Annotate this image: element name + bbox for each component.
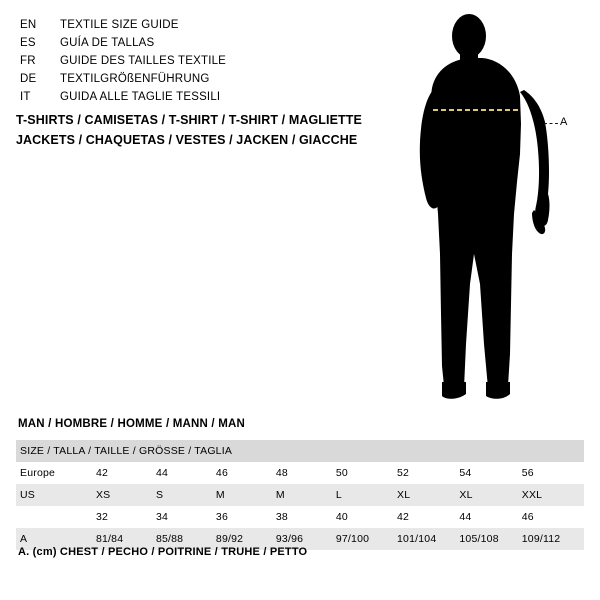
cell: M: [276, 484, 336, 506]
cell: 97/100: [336, 528, 397, 550]
language-title: GUÍA DE TALLAS: [60, 37, 155, 49]
cell: XS: [96, 484, 156, 506]
cell: XXL: [522, 484, 584, 506]
footnote: A. (cm) CHEST / PECHO / POITRINE / TRUHE / PETTO: [18, 546, 308, 558]
cell: 44: [459, 506, 521, 528]
cell: 42: [397, 506, 459, 528]
cell: XL: [459, 484, 521, 506]
language-title: TEXTILGRÖßENFÜHRUNG: [60, 73, 210, 85]
measure-label-a: A: [560, 116, 568, 128]
cell: 48: [276, 462, 336, 484]
table-row: [16, 506, 584, 528]
size-table: [16, 440, 584, 550]
cell: L: [336, 484, 397, 506]
row-label: Europe: [16, 462, 96, 484]
cell: 50: [336, 462, 397, 484]
cell: 93/96: [276, 528, 336, 550]
language-row: [20, 34, 380, 52]
cell: 36: [216, 506, 276, 528]
cell: 105/108: [459, 528, 521, 550]
language-row: [20, 16, 380, 34]
cell: M: [216, 484, 276, 506]
category-tshirts: T-SHIRTS / CAMISETAS / T-SHIRT / T-SHIRT / MAGLIETTE: [16, 113, 362, 127]
category-jackets: JACKETS / CHAQUETAS / VESTES / JACKEN / GIACCHE: [16, 133, 358, 147]
cell: 40: [336, 506, 397, 528]
measure-leader-line: [544, 123, 558, 124]
cell: 109/112: [522, 528, 584, 550]
language-code: DE: [20, 73, 37, 85]
row-label: US: [16, 484, 96, 506]
language-list: [20, 16, 380, 106]
language-code: ES: [20, 37, 36, 49]
table-title: MAN / HOMBRE / HOMME / MANN / MAN: [18, 418, 246, 430]
cell: 89/92: [216, 528, 276, 550]
table-header-row: [16, 440, 584, 462]
cell: 52: [397, 462, 459, 484]
language-row: [20, 88, 380, 106]
cell: 101/104: [397, 528, 459, 550]
cell: XL: [397, 484, 459, 506]
cell: 34: [156, 506, 216, 528]
cell: 44: [156, 462, 216, 484]
language-title: GUIDE DES TAILLES TEXTILE: [60, 55, 227, 67]
male-body-silhouette: [400, 14, 590, 404]
cell: 54: [459, 462, 521, 484]
language-title: TEXTILE SIZE GUIDE: [60, 19, 179, 31]
language-code: FR: [20, 55, 36, 67]
language-code: IT: [20, 91, 31, 103]
language-row: [20, 52, 380, 70]
language-code: EN: [20, 19, 37, 31]
cell: 81/84: [96, 528, 156, 550]
language-title: GUIDA ALLE TAGLIE TESSILI: [60, 91, 221, 103]
cell: 46: [522, 506, 584, 528]
language-row: [20, 70, 380, 88]
cell: 56: [522, 462, 584, 484]
row-label: A: [16, 528, 96, 550]
cell: 42: [96, 462, 156, 484]
cell: 46: [216, 462, 276, 484]
category-headings: [16, 110, 396, 150]
cell: 38: [276, 506, 336, 528]
table-header-label: SIZE / TALLA / TAILLE / GRÖSSE / TAGLIA: [16, 440, 584, 462]
cell: 85/88: [156, 528, 216, 550]
table-row: [16, 484, 584, 506]
cell: 32: [96, 506, 156, 528]
table-row: [16, 462, 584, 484]
cell: S: [156, 484, 216, 506]
row-label: [16, 506, 96, 528]
figure-illustration: [400, 14, 590, 404]
